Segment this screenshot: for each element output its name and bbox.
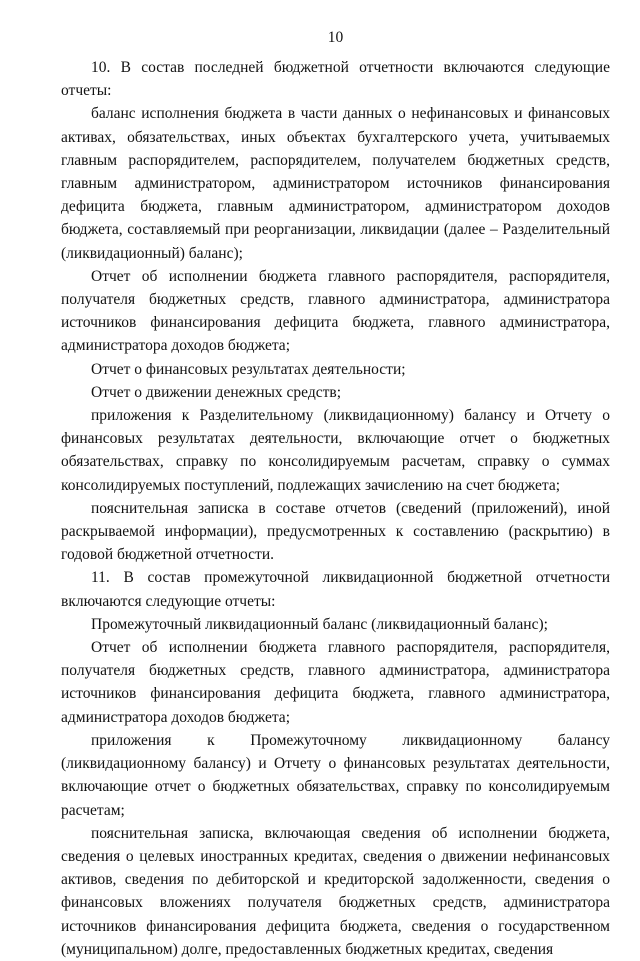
paragraph-11: приложения к Промежуточному ликвидационному балансу (ликвидационному балансу) и Отчету о финансовых результатах деятельности, включающие отчет о бюджетных обязательствах, справку по консолидируемым расчетам;: [61, 731, 610, 819]
paragraph-10: Отчет об исполнении бюджета главного распорядителя, распорядителя, получателя бюджетных средств, главного администратора, администратора источников финансирования дефицита бюджета, главного администратора, администратора доходов бюджета;: [61, 639, 610, 726]
paragraph-9: Промежуточный ликвидационный баланс (ликвидационный баланс);: [91, 615, 548, 633]
paragraph-3: Отчет об исполнении бюджета главного распорядителя, распорядителя, получателя бюджетных средств, главного администратора, администратора источников финансирования дефицита бюджета, главного администратора, администратора доходов бюджета;: [61, 267, 610, 355]
paragraph-8: 11. В состав промежуточной ликвидационной бюджетной отчетности включаются следующие отчеты:: [61, 569, 610, 610]
paragraph-5: Отчет о движении денежных средств;: [91, 383, 342, 401]
paragraph-1: 10. В состав последней бюджетной отчетности включаются следующие отчеты:: [61, 59, 610, 100]
page-number: 10: [327, 29, 344, 46]
paragraph-4: Отчет о финансовых результатах деятельности;: [91, 360, 406, 378]
paragraph-2: баланс исполнения бюджета в части данных о нефинансовых и финансовых активах, обязательствах, иных объектах бухгалтерского учета, учитываемых главным распорядителем, распорядителем, получателем бюджетных средств, главным администратором, администратором источников финансирования дефицита бюджета, главным администратором, администратором доходов бюджета, составляемый при реорганизации, ликвидации (далее – Разделительный (ликвидационный) баланс);: [61, 105, 610, 262]
paragraph-7: пояснительная записка в составе отчетов (сведений (приложений), иной раскрываемой информации), предусмотренных к составлению (раскрытию) в годовой бюджетной отчетности.: [61, 499, 610, 564]
paragraph-12: пояснительная записка, включающая сведения об исполнении бюджета, сведения о целевых иностранных кредитах, сведения о движении нефинансовых активов, сведения по дебиторской и кредиторской задолженности, сведения о финансовых вложениях получателя бюджетных средств, администратора источников финансирования дефицита бюджета, сведения о государственном (муниципальном) долге, предоставленных бюджетных кредитах, сведения: [61, 824, 610, 958]
paragraph-6: приложения к Разделительному (ликвидационному) балансу и Отчету о финансовых результатах деятельности, включающие отчет о бюджетных обязательствах, справку по консолидируемым расчетам, справку о суммах консолидируемых поступлений, подлежащих зачислению на счет бюджета;: [61, 407, 610, 494]
